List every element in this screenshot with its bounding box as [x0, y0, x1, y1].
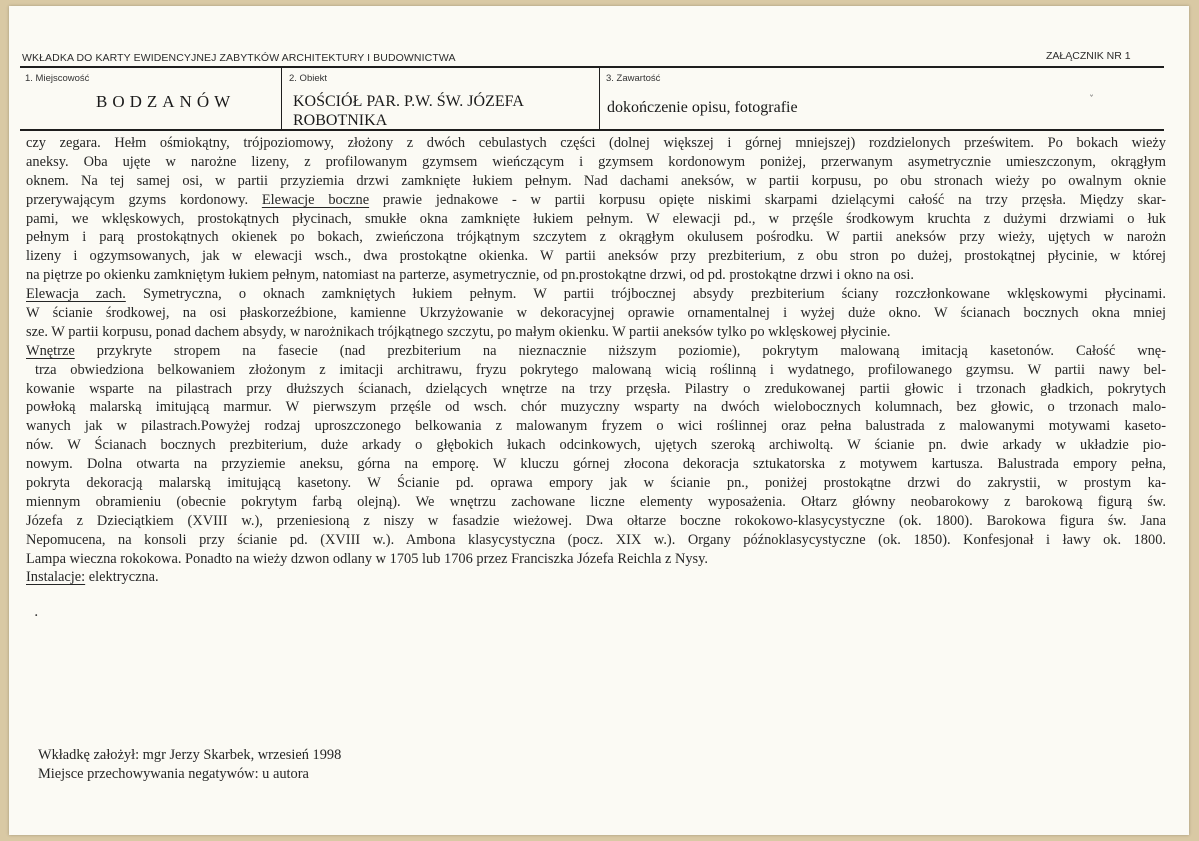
body-line: kowanie wsparte na pilastrach przy dłuższych ścianach, dzielących wnętrze na trzy przęsła. Pilastry o zredukowanej partii głowic i trzonach gładkich, pokrytych [26, 380, 1166, 397]
tick-mark: ˇ [1089, 95, 1094, 106]
body-line: wanych jak w pilastrach.Powyżej rodzaj uproszczonego belkowania z malowanym fryzem o wici roślinnej oraz pełna balustrada z malowanymi motywami kaseto- [26, 418, 1166, 435]
body-line: Józefa z Dzieciątkiem (XVIII w.), przeniesioną z niszy w fasadzie wieżowej. Dwa ołtarze boczne rokokowo-klasycystyczne (ok. 1800). Barokowa figura św. Jana [26, 512, 1166, 529]
section-heading: Wnętrze [26, 342, 75, 359]
object-label: 2. Obiekt [289, 73, 328, 84]
section-heading: Elewacja zach. [26, 286, 126, 303]
body-line: miennym obramieniu (obecnie pokrytym farbą olejną). We wnętrzu zachowane liczne elementy wyposażenia. Ołtarz główny neobarokowy z barokową figurą św. [26, 493, 1166, 510]
negatives-line: Miejsce przechowywania negatywów: u autora [38, 766, 309, 782]
header-rule [20, 66, 1164, 68]
footer [38, 746, 341, 784]
body-line: Nepomucena, na konsoli przy ścianie pd. (XVIII w.). Ambona klasycystyczna (pocz. XIX w.). Organy późnoklasycystyczne (ok. 1850). Konfesjonał i ławy ok. 1800. [26, 531, 1166, 548]
body-line: trza obwiedziona belkowaniem złożonym z imitacji architrawu, fryzu pokrytego malowaną wicią roślinną i wydatnego, profilowanego gzymsu. W partii nawy bel- [35, 361, 1166, 378]
field-divider [281, 67, 282, 130]
body-line: lizeny i ogzymsowanych, jak w elewacji wsch., dwa prostokątne okienka. W partii aneksów przy prezbiterium, z obu stron po dużej, prostokątnej płycinie, w której [26, 248, 1166, 265]
body-line: powłoką malarską imitującą marmur. W pierwszym przęśle od wsch. chór muzyczny wsparty na dwóch wielobocznych kolumnach, bez głowic, o trzonach malo- [26, 399, 1166, 416]
body-line: pami, we wklęskowych, prostokątnych płycinach, smukłe okna zamknięte łukiem pełnym. W elewacji pd., w przęśle środkowym kruchta z dużymi drzwiami o łuk [26, 210, 1166, 227]
body-line [26, 285, 1166, 304]
stray-dot: . [34, 604, 39, 620]
body-line: nów. W Ścianach bocznych prezbiterium, duże arkady o głębokich łukach odcinkowych, ujętych szeroką archiwoltą. W ścianie pn. dwie arkady w układzie pio- [26, 437, 1166, 454]
body-text-run: przerywającym gzyms kordonowy. [26, 191, 249, 208]
body-line: pokryta dekoracją malarską imitującą kasetony. W Ścianie pd. oprawa empory jak w ścianie pn., poniżej prostokątne drzwi do zakrystii, w prostym ka- [26, 475, 1166, 492]
contents-value: dokończenie opisu, fotografie [607, 99, 798, 116]
object-value-line: KOŚCIÓŁ PAR. P.W. ŚW. JÓZEFA [293, 93, 524, 110]
body-text-run: prawie jednakowe - w partii korpusu opięte niskimi skarpami dzielącymi całość na trzy przęsła. Między skar- [382, 191, 1166, 208]
object-value-line: ROBOTNIKA [293, 112, 388, 129]
form-title: WKŁADKA DO KARTY EWIDENCYJNEJ ZABYTKÓW ARCHITEKTURY I BUDOWNICTWA [22, 52, 456, 64]
body-line: pełnym i parą prostokątnych okienek po bokach, zwieńczona trójkątnym szczytem z okrągłym okulusem pośrodku. W partii aneksów przy wieży, ujętych w narożn [26, 229, 1166, 246]
body-line: Lampa wieczna rokokowa. Ponadto na wieży dzwon odlany w 1705 lub 1706 przez Franciszka Józefa Reichla z Nysy. [26, 550, 709, 567]
body-line [26, 342, 1166, 361]
body-text-run: Symetryczna, o oknach zamkniętych łukiem pełnym. W partii trójbocznej absydy prezbiterium ściany rozczłonkowane wklęskowymi płycinami. [142, 286, 1166, 303]
body-text-run: przykryte stropem na fasecie (nad prezbiterium na nieznacznie niższym poziomie), pokrytym malowaną imitacją kasetonów. Całość wnę- [96, 342, 1166, 359]
body-line: nowym. Dolna otwarta na przyziemie aneksu, górna na emporę. W kluczu górnej złocona dekoracja sztukatorska z motywem kartusza. Balustrada empory pełna, [26, 456, 1166, 473]
body-line: na piętrze po okienku zamkniętym łukiem pełnym, natomiast na parterze, asymetrycznie, od pn.prostokątne drzwi, od pd. prostokątne drzwi i okno na osi. [26, 267, 914, 284]
section-heading: Instalacje: [26, 569, 86, 586]
body-line: W ścianie środkowej, na osi płaskorzeźbione, kamienne Ukrzyżowanie w dekoracyjnej oprawie ornamentalnej i wyżej duże okno. W ścianach bocznych okna mniej [26, 305, 1166, 322]
contents-label: 3. Zawartość [606, 73, 661, 84]
field-divider [599, 67, 600, 130]
attachment-label: ZAŁĄCZNIK NR 1 [1046, 50, 1131, 62]
body-line [26, 191, 1166, 210]
object-value [293, 92, 593, 130]
description-text [26, 134, 1166, 587]
body-line: sze. W partii korpusu, ponad dachem absydy, w narożnikach trójkątnego szczytu, po małym okienku. W partii aneksów tylko po wklęskowej płycinie. [26, 323, 891, 340]
body-line: oknem. Na tej samej osi, w partii przyziemia drzwi zamknięte łukiem pełnym. Nad dachami aneksów, w partii korpusu, po obu stronach wieży po owalnym oknie [26, 172, 1166, 189]
locality-label: 1. Miejscowość [25, 73, 90, 84]
body-line: czy zegara. Hełm ośmiokątny, trójpoziomowy, złożony z dwóch cebulastych części (dolnej większej i górnej mniejszej) rozdzielonych prześwitem. Po bokach wieży [26, 135, 1166, 151]
section-heading: Elewacje boczne [261, 191, 370, 208]
body-line: aneksy. Oba ujęte w narożne lizeny, z profilowanym gzymsem wieńczącym i gzymsem kordonowym poniżej, przerwanym asymetrycznie umieszczonym, okrągłym [26, 153, 1166, 170]
author-line: Wkładkę założył: mgr Jerzy Skarbek, wrzesień 1998 [38, 747, 342, 763]
body-line [26, 568, 1166, 587]
locality-value: BODZANÓW [96, 92, 236, 111]
body-text-run: elektryczna. [88, 569, 159, 586]
